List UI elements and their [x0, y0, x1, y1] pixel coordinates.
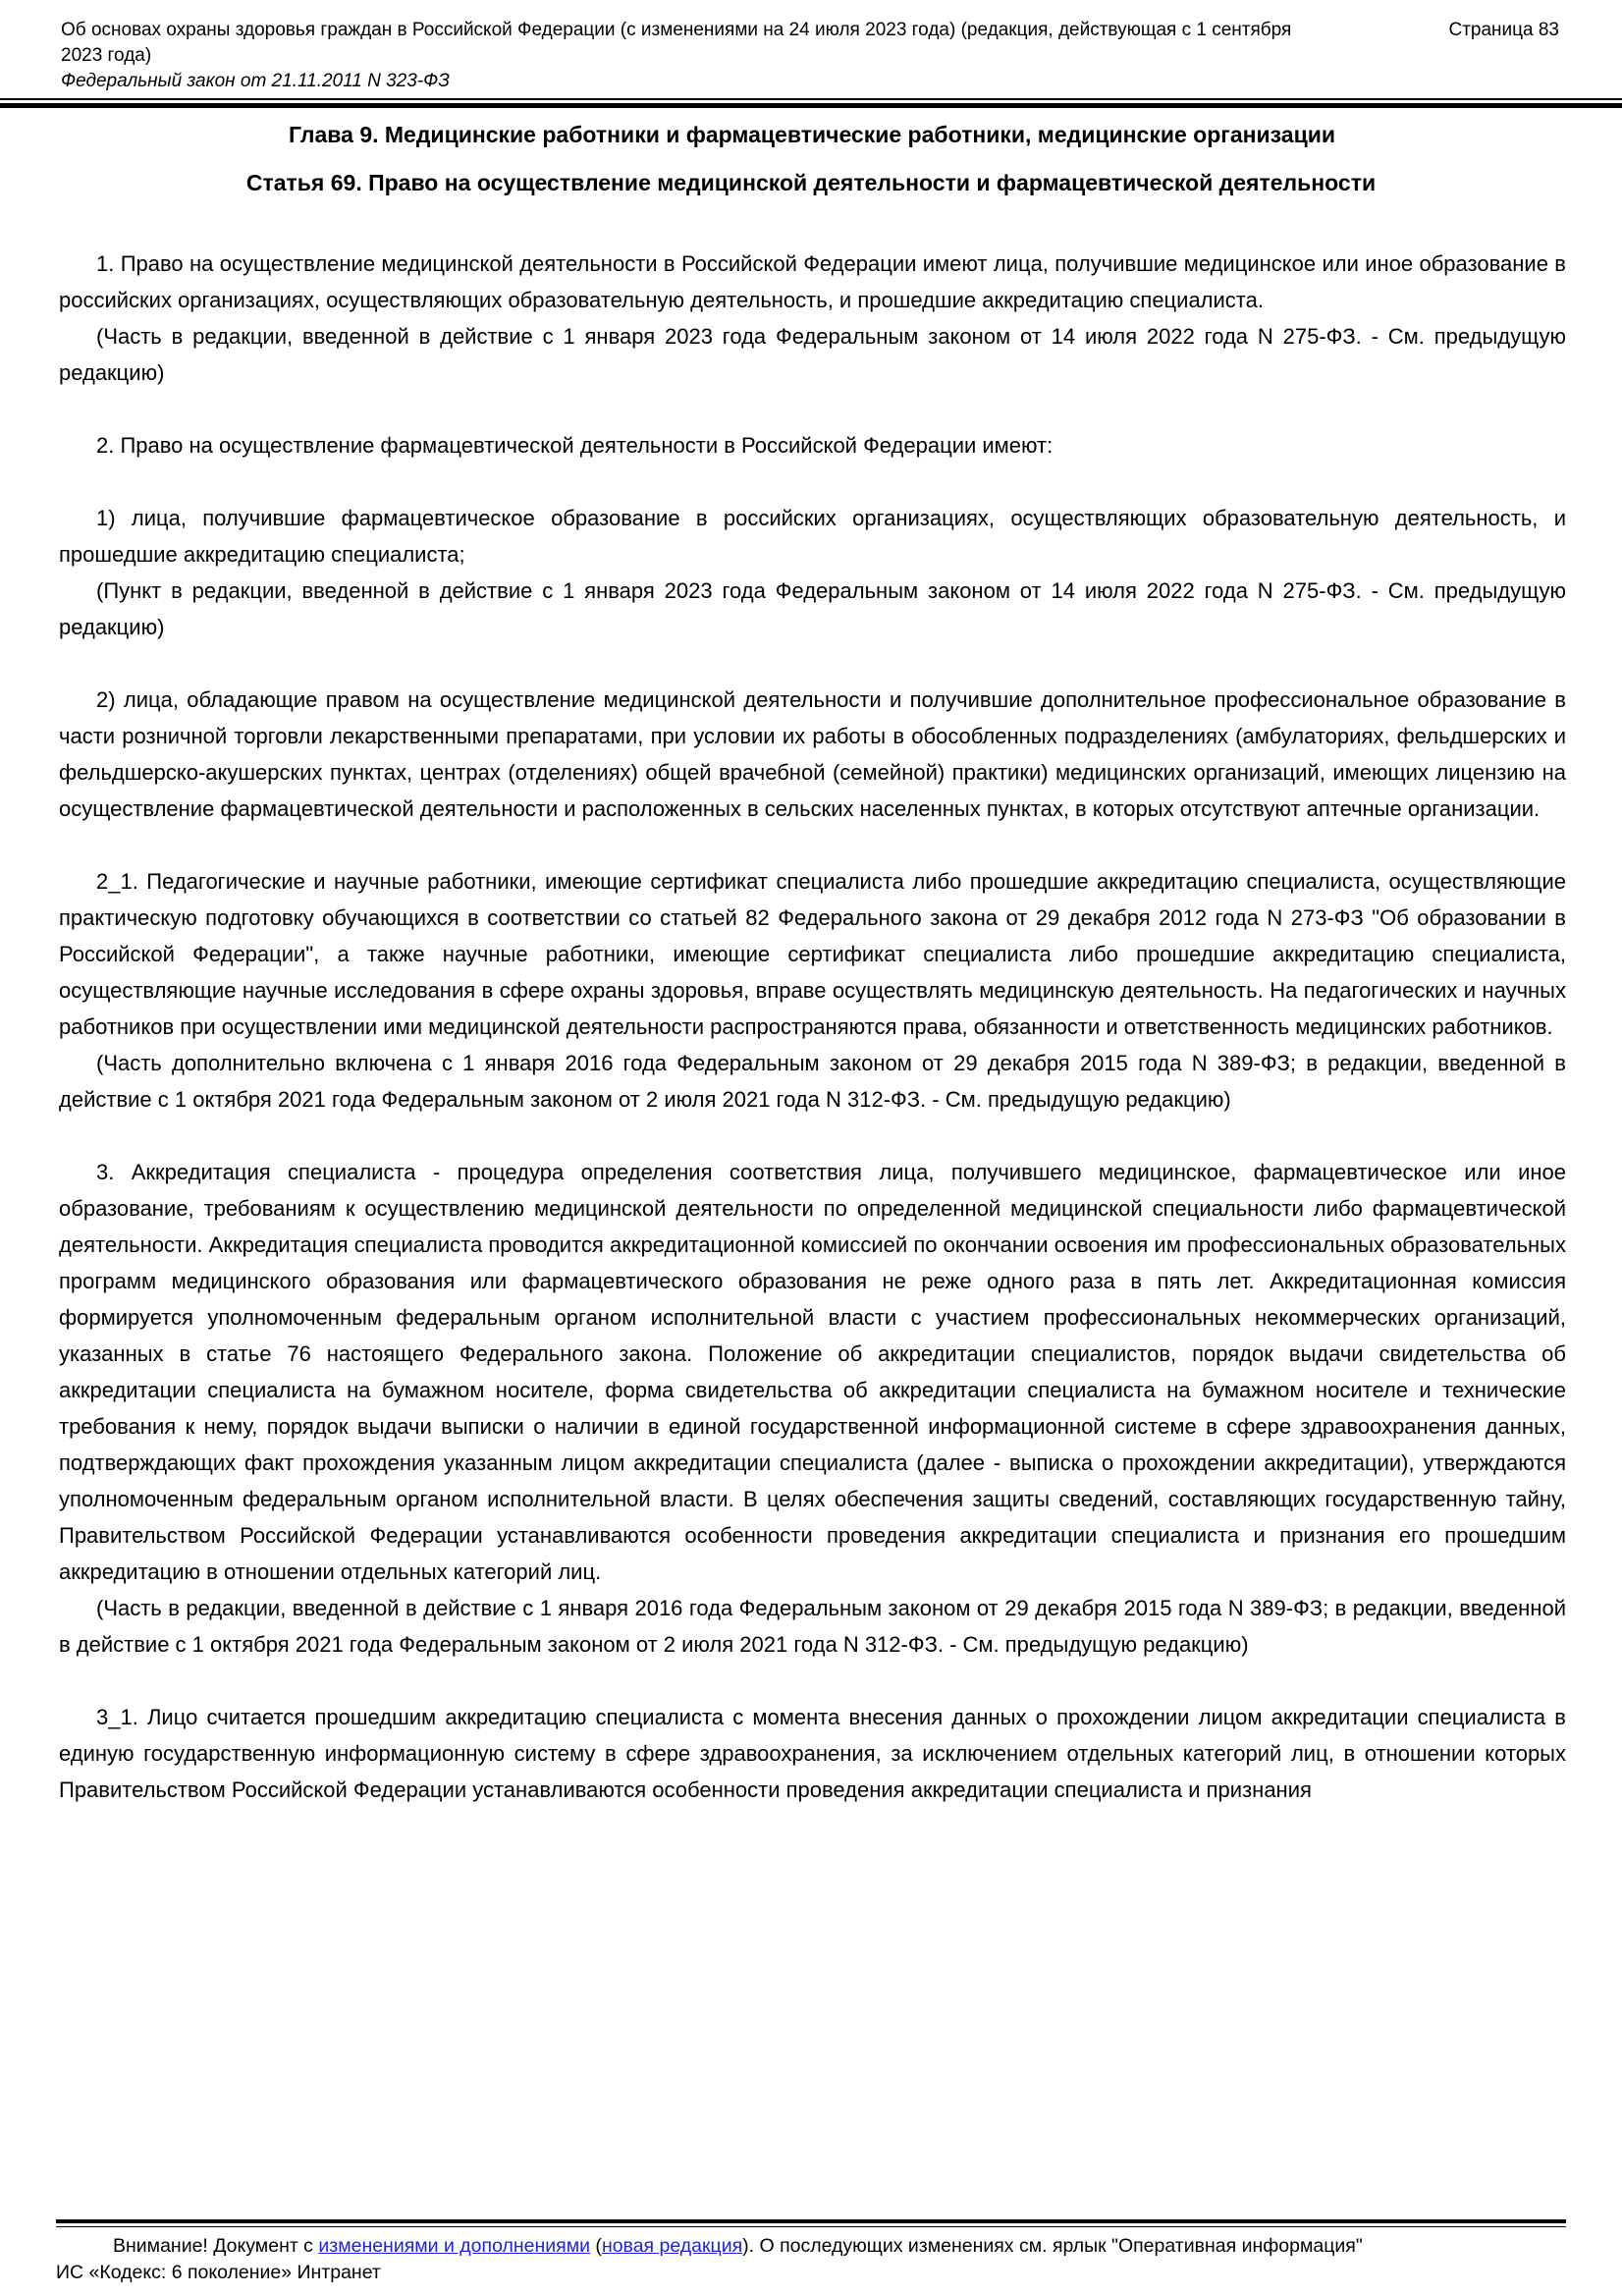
changes-link[interactable]: изменениями и дополнениями: [318, 2235, 591, 2257]
divider-thick-line: [0, 103, 1622, 108]
article-body: [59, 246, 1566, 1808]
paragraph: 3_1. Лицо считается прошедшим аккредитацию специалиста с момента внесения данных о прохождении лицом аккредитации специалиста в единую государственную информационную систему в сфере здравоохранения, за исключением отдельных категорий лиц, в отношении которых Правительством Российской Федерации устанавливаются особенности проведения аккредитации специалиста и признания: [59, 1705, 1566, 1802]
footer-note-text: Внимание! Документ с: [113, 2235, 319, 2257]
footer-notice: [56, 2233, 1566, 2260]
footer-note-text: (: [590, 2235, 602, 2257]
document-title: Об основах охраны здоровья граждан в Российской Федерации (с изменениями на 24 июля 2023 года) (редакция, действующая с 1 сентября 2023 года): [61, 20, 1292, 66]
paragraph: 3. Аккредитация специалиста - процедура определения соответствия лица, получившего медицинское, фармацевтическое или иное образование, требованиям к осуществлению медицинской деятельности по определенной медицинской специальности либо фармацевтической деятельности. Аккредитация специалиста проводится аккредитационной комиссией по окончании освоения им профессиональных образовательных программ медицинского образования или фармацевтического образования не реже одного раза в пять лет. Аккредитационная комиссия формируется уполномоченным федеральным органом исполнительной власти с участием профессиональных некоммерческих организаций, указанных в статье 76 настоящего Федерального закона. Положение об аккредитации специалистов, порядок выдачи свидетельства об аккредитации специалиста на бумажном носителе, форма свидетельства об аккредитации специалиста на бумажном носителе и технические требования к нему, порядок выдачи выписки о наличии в единой государственной информационной системе в сфере здравоохранения данных, подтверждающих факт прохождения указанным лицом аккредитации специалиста (далее - выписка о прохождении аккредитации), утверждаются уполномоченным федеральным органом исполнительной власти. В целях обеспечения защиты сведений, составляющих государственную тайну, Правительством Российской Федерации устанавливаются особенности проведения аккредитации специалиста и признания его прошедшим аккредитацию в отношении отдельных категорий лиц.: [59, 1160, 1566, 1584]
header-top-row: [61, 18, 1563, 69]
divider-thin-line: [56, 2226, 1566, 2227]
paragraph: (Пункт в редакции, введенной в действие с 1 января 2023 года Федеральным законом от 14 июля 2022 года N 275-ФЗ. - См. предыдущую редакцию): [59, 578, 1566, 639]
footer-note-text: ). О последующих изменениях см. ярлык "Оперативная информация": [742, 2235, 1363, 2257]
chapter-heading: Глава 9. Медицинские работники и фармацевтические работники, медицинские организации: [289, 122, 1335, 147]
document-subtitle: Федеральный закон от 21.11.2011 N 323-ФЗ: [61, 71, 450, 91]
new-edition-link[interactable]: новая редакция: [601, 2235, 743, 2257]
paragraph: 2_1. Педагогические и научные работники, имеющие сертификат специалиста либо прошедшие аккредитацию специалиста, осуществляющие практическую подготовку обучающихся в соответствии со статьей 82 Федерального закона от 29 декабря 2012 года N 273-ФЗ "Об образовании в Российской Федерации", а также научные работники, имеющие сертификат специалиста либо прошедшие аккредитацию специалиста, осуществляющие научные исследования в сфере охраны здоровья, вправе осуществлять медицинскую деятельность. На педагогических и научных работников при осуществлении ими медицинской деятельности распространяются права, обязанности и ответственность медицинских работников.: [59, 869, 1566, 1039]
article-heading: Статья 69. Право на осуществление медицинской деятельности и фармацевтической деятельности: [245, 170, 1377, 195]
footer-divider: [56, 2219, 1566, 2227]
paragraph: (Часть дополнительно включена с 1 января 2016 года Федеральным законом от 29 декабря 2015 года N 389-ФЗ; в редакции, введенной в действие с 1 октября 2021 года Федеральным законом от 2 июля 2021 года N 312-ФЗ. - См. предыдущую редакцию): [59, 1051, 1566, 1112]
paragraph: (Часть в редакции, введенной в действие с 1 января 2016 года Федеральным законом от 29 декабря 2015 года N 389-ФЗ; в редакции, введенной в действие с 1 октября 2021 года Федеральным законом от 2 июля 2021 года N 312-ФЗ. - См. предыдущую редакцию): [59, 1596, 1566, 1657]
paragraph: 1) лица, получившие фармацевтическое образование в российских организациях, осуществляющих образовательную деятельность, и прошедшие аккредитацию специалиста;: [59, 506, 1566, 567]
paragraph: 1. Право на осуществление медицинской деятельности в Российской Федерации имеют лица, получившие медицинское или иное образование в российских организациях, осуществляющих образовательную деятельность, и прошедшие аккредитацию специалиста.: [59, 251, 1566, 312]
paragraph: 2) лица, обладающие правом на осуществление медицинской деятельности и получившие дополнительное профессиональное образование в части розничной торговли лекарственными препаратами, при условии их работы в обособленных подразделениях (амбулаториях, фельдшерских и фельдшерско-акушерских пунктах, центрах (отделениях) общей врачебной (семейной) практики) медицинских организаций, имеющих лицензию на осуществление фармацевтической деятельности и расположенных в сельских населенных пунктах, в которых отсутствуют аптечные организации.: [59, 687, 1566, 821]
page-header: [0, 0, 1622, 94]
page-footer: [0, 2219, 1622, 2296]
divider-thick-line: [56, 2219, 1566, 2223]
paragraph: 2. Право на осуществление фармацевтической деятельности в Российской Федерации имеют:: [96, 433, 1054, 458]
page-number: Страница 83: [1448, 20, 1559, 40]
paragraph: (Часть в редакции, введенной в действие с 1 января 2023 года Федеральным законом от 14 июля 2022 года N 275-ФЗ. - См. предыдущую редакцию): [59, 324, 1566, 385]
divider-thin-line: [0, 98, 1622, 100]
header-divider: [0, 98, 1622, 108]
footer-system-label: ИС «Кодекс: 6 поколение» Интранет: [56, 2262, 381, 2283]
